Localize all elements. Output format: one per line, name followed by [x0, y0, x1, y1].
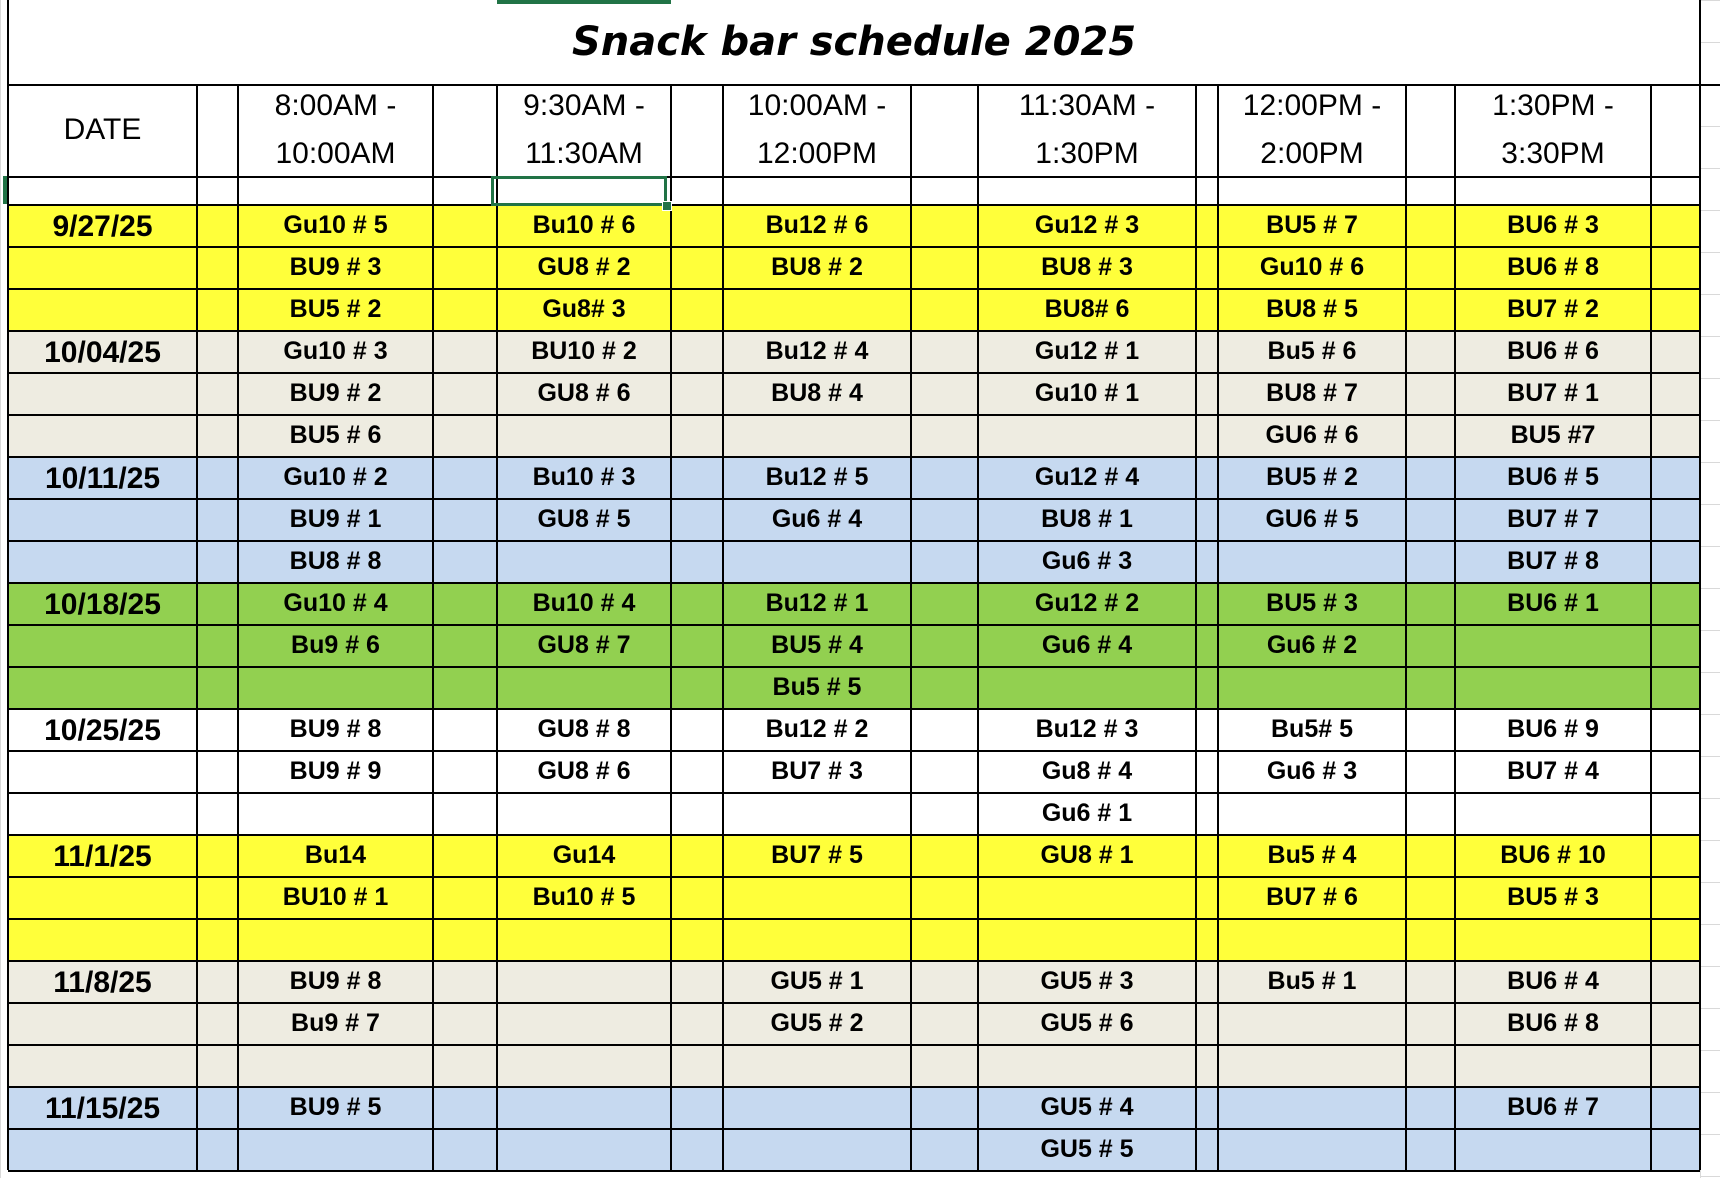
gridline — [1700, 378, 1720, 379]
schedule-cell[interactable] — [497, 1044, 671, 1086]
schedule-cell[interactable]: Gu6 # 1 — [1041, 798, 1133, 827]
schedule-cell[interactable]: Bu12 # 4 — [765, 336, 869, 365]
grid-hline — [8, 1044, 1700, 1046]
gridline — [1700, 714, 1720, 715]
schedule-cell[interactable]: BU9 # 5 — [289, 1092, 382, 1121]
schedule-cell[interactable]: BU7 # 1 — [1507, 378, 1599, 407]
schedule-cell[interactable]: GU8 # 1 — [1040, 840, 1134, 869]
schedule-cell[interactable]: GU5 # 3 — [1040, 966, 1134, 995]
schedule-cell[interactable] — [723, 1044, 911, 1086]
schedule-cell[interactable] — [978, 918, 1196, 960]
time-slot-header — [497, 84, 671, 176]
grid-hline — [8, 834, 1700, 836]
time-slot-end: 3:30PM — [1501, 137, 1605, 170]
schedule-cell[interactable]: Gu12 # 3 — [1034, 210, 1140, 239]
schedule-cell[interactable]: BU7 # 4 — [1507, 756, 1599, 785]
schedule-cell[interactable]: BU5 # 3 — [1266, 588, 1358, 617]
grid-hline — [8, 456, 1700, 458]
schedule-cell[interactable]: GU6 # 5 — [1265, 504, 1359, 533]
schedule-cell[interactable]: Gu6 # 4 — [1041, 630, 1133, 659]
grid-hline — [8, 540, 1700, 542]
schedule-cell[interactable]: Bu5 # 5 — [772, 672, 862, 701]
gridline — [1700, 252, 1720, 253]
grid-vline — [196, 84, 198, 1170]
schedule-cell[interactable]: BU9 # 8 — [289, 714, 382, 743]
schedule-cell[interactable]: Gu12 # 2 — [1034, 588, 1140, 617]
schedule-cell[interactable] — [1455, 1128, 1651, 1170]
schedule-cell[interactable]: BU6 # 10 — [1500, 840, 1606, 869]
gridline — [1700, 1092, 1720, 1093]
schedule-cell[interactable]: Gu12 # 1 — [1034, 336, 1140, 365]
schedule-cell[interactable]: Gu6 # 3 — [1266, 756, 1358, 785]
schedule-cell[interactable]: Bu5 # 1 — [1267, 966, 1357, 995]
schedule-cell[interactable] — [1218, 1128, 1406, 1170]
schedule-cell[interactable]: BU9 # 9 — [289, 756, 382, 785]
schedule-cell[interactable]: BU6 # 3 — [1507, 210, 1599, 239]
schedule-cell[interactable]: GU8 # 6 — [537, 756, 631, 785]
schedule-cell[interactable] — [497, 792, 671, 834]
schedule-cell[interactable] — [1218, 1044, 1406, 1086]
schedule-cell[interactable]: BU8 # 8 — [289, 546, 382, 575]
time-slot-start: 12:00PM - — [1242, 89, 1382, 122]
schedule-cell[interactable]: Bu14 — [304, 840, 367, 869]
sheet-title: Snack bar schedule 2025 — [571, 19, 1137, 65]
gridline — [1700, 588, 1720, 589]
date-cell[interactable]: 11/1/25 — [53, 840, 152, 873]
schedule-cell[interactable] — [238, 1044, 433, 1086]
schedule-cell[interactable]: Gu10 # 3 — [283, 336, 388, 365]
gridline — [1700, 0, 1720, 1]
schedule-cell[interactable]: Gu6 # 2 — [1266, 630, 1358, 659]
schedule-cell[interactable]: Bu12 # 1 — [765, 588, 869, 617]
schedule-cell[interactable] — [238, 1128, 433, 1170]
schedule-cell[interactable]: BU10 # 2 — [531, 336, 637, 365]
time-slot-header — [723, 84, 911, 176]
schedule-cell[interactable]: Gu6 # 3 — [1041, 546, 1133, 575]
schedule-cell[interactable]: BU6 # 1 — [1507, 588, 1599, 617]
schedule-cell[interactable] — [497, 1002, 671, 1044]
schedule-cell[interactable]: BU5 # 2 — [289, 294, 382, 323]
fill-handle[interactable] — [662, 201, 672, 211]
schedule-cell[interactable] — [723, 540, 911, 582]
schedule-cell[interactable]: BU8 # 5 — [1266, 294, 1358, 323]
grid-vline — [1699, 0, 1701, 1170]
gridline — [1700, 504, 1720, 505]
date-cell[interactable]: 11/15/25 — [44, 1092, 161, 1125]
schedule-cell[interactable]: BU8 # 1 — [1041, 504, 1133, 533]
schedule-cell[interactable]: Bu12 # 5 — [765, 462, 869, 491]
schedule-cell[interactable]: BU6 # 5 — [1507, 462, 1599, 491]
grid-hline — [8, 288, 1700, 290]
schedule-cell[interactable]: BU8 # 2 — [771, 252, 863, 281]
schedule-cell[interactable]: Gu8 # 4 — [1041, 756, 1133, 785]
grid-vline — [1454, 84, 1456, 1170]
schedule-cell[interactable] — [238, 666, 433, 708]
schedule-cell[interactable]: BU7 # 7 — [1507, 504, 1599, 533]
schedule-cell[interactable]: BU6 # 6 — [1507, 336, 1599, 365]
schedule-cell[interactable]: BU8 # 7 — [1266, 378, 1358, 407]
gridline — [1700, 966, 1720, 967]
gridline — [1700, 840, 1720, 841]
time-slot-end: 11:30AM — [525, 137, 643, 170]
time-slot-header — [1218, 84, 1406, 176]
schedule-cell[interactable] — [1218, 792, 1406, 834]
schedule-cell[interactable] — [497, 960, 671, 1002]
gridline — [1700, 924, 1720, 925]
schedule-cell[interactable]: Bu12 # 2 — [765, 714, 869, 743]
grid-hline — [8, 372, 1700, 374]
grid-hline — [8, 246, 1700, 248]
schedule-cell[interactable] — [723, 1128, 911, 1170]
grid-hline — [8, 84, 1720, 86]
gridline — [1700, 546, 1720, 547]
schedule-cell[interactable]: Gu8# 3 — [542, 294, 626, 323]
schedule-cell[interactable]: BU9 # 8 — [289, 966, 382, 995]
schedule-cell[interactable]: GU5 # 1 — [770, 966, 864, 995]
schedule-cell[interactable]: GU8 # 7 — [537, 630, 631, 659]
gridline — [0, 0, 1, 1178]
date-cell[interactable]: 10/04/25 — [44, 336, 161, 369]
active-cell-selection[interactable] — [491, 176, 667, 206]
schedule-cell[interactable]: BU5 # 6 — [289, 420, 382, 449]
schedule-cell[interactable] — [978, 876, 1196, 918]
grid-hline — [8, 918, 1700, 920]
time-slot-end: 2:00PM — [1260, 137, 1364, 170]
grid-hline — [8, 708, 1700, 710]
schedule-cell[interactable]: Gu10 # 2 — [283, 462, 388, 491]
schedule-cell[interactable] — [238, 792, 433, 834]
schedule-cell[interactable]: BU8 # 4 — [771, 378, 863, 407]
schedule-cell[interactable]: GU5 # 4 — [1040, 1092, 1134, 1121]
schedule-cell[interactable]: Bu10 # 5 — [532, 882, 636, 911]
schedule-cell[interactable]: Bu9 # 6 — [291, 630, 380, 659]
schedule-cell[interactable]: BU8 # 3 — [1041, 252, 1133, 281]
schedule-cell[interactable] — [497, 540, 671, 582]
schedule-cell[interactable] — [1218, 666, 1406, 708]
schedule-cell[interactable]: GU8 # 6 — [537, 378, 631, 407]
schedule-cell[interactable] — [1218, 918, 1406, 960]
schedule-cell[interactable]: Bu10 # 4 — [532, 588, 636, 617]
schedule-cell[interactable]: BU7 # 6 — [1266, 882, 1358, 911]
grid-hline — [8, 330, 1700, 332]
schedule-cell[interactable]: GU8 # 2 — [537, 252, 631, 281]
time-slot-start: 11:30AM - — [1018, 89, 1156, 122]
schedule-cell[interactable]: BU9 # 1 — [289, 504, 382, 533]
time-slot-end: 10:00AM — [275, 137, 396, 170]
schedule-cell[interactable] — [723, 918, 911, 960]
gridline — [1700, 882, 1720, 883]
gridline — [1700, 630, 1720, 631]
schedule-cell[interactable]: BU6 # 4 — [1507, 966, 1599, 995]
date-cell[interactable]: 11/8/25 — [53, 966, 152, 999]
schedule-cell[interactable] — [723, 876, 911, 918]
gridline — [1700, 756, 1720, 757]
schedule-cell[interactable] — [497, 1128, 671, 1170]
schedule-cell[interactable] — [1455, 1044, 1651, 1086]
schedule-cell[interactable] — [1218, 1002, 1406, 1044]
schedule-cell[interactable]: GU5 # 5 — [1040, 1134, 1134, 1163]
date-cell[interactable]: 9/27/25 — [52, 210, 153, 243]
schedule-cell[interactable] — [1455, 624, 1651, 666]
schedule-cell[interactable] — [1455, 918, 1651, 960]
grid-hline — [8, 750, 1700, 752]
schedule-cell[interactable]: Bu9 # 7 — [291, 1008, 380, 1037]
grid-vline — [910, 84, 912, 1170]
time-slot-header — [978, 84, 1196, 176]
schedule-cell[interactable]: GU8 # 8 — [537, 714, 631, 743]
gridline — [1700, 1134, 1720, 1135]
row-header-indicator — [3, 176, 7, 204]
grid-vline — [237, 84, 239, 1170]
schedule-cell[interactable]: Bu10 # 3 — [532, 462, 636, 491]
grid-hline — [8, 624, 1700, 626]
grid-hline — [8, 414, 1700, 416]
gridline — [1700, 210, 1720, 211]
schedule-cell[interactable]: Bu12 # 3 — [1035, 714, 1139, 743]
schedule-cell[interactable]: BU6 # 9 — [1507, 714, 1599, 743]
schedule-cell[interactable]: BU9 # 3 — [289, 252, 382, 281]
schedule-cell[interactable]: Bu5 # 4 — [1267, 840, 1357, 869]
schedule-cell[interactable] — [723, 288, 911, 330]
gridline — [1700, 336, 1720, 337]
gridline — [1700, 798, 1720, 799]
schedule-cell[interactable]: BU5 # 3 — [1507, 882, 1599, 911]
schedule-cell[interactable]: BU7 # 3 — [771, 756, 863, 785]
gridline — [1700, 168, 1720, 169]
gridline — [1700, 1176, 1720, 1177]
grid-hline — [8, 666, 1700, 668]
time-slot-start: 8:00AM - — [274, 89, 397, 122]
schedule-cell[interactable] — [1455, 666, 1651, 708]
grid-vline — [1195, 84, 1197, 1170]
schedule-cell[interactable]: Gu10 # 6 — [1259, 252, 1365, 281]
schedule-cell[interactable]: Gu12 # 4 — [1034, 462, 1140, 491]
grid-vline — [1217, 84, 1219, 1170]
time-slot-header — [238, 84, 433, 176]
grid-hline — [8, 1170, 1700, 1172]
schedule-cell[interactable] — [978, 1044, 1196, 1086]
schedule-cell[interactable] — [497, 414, 671, 456]
time-slot-end: 12:00PM — [756, 137, 878, 170]
schedule-cell[interactable] — [1455, 792, 1651, 834]
gridline — [1700, 42, 1720, 43]
gridline — [1700, 1008, 1720, 1009]
schedule-cell[interactable] — [1218, 540, 1406, 582]
grid-vline — [722, 84, 724, 1170]
date-cell[interactable]: 10/25/25 — [44, 714, 161, 747]
grid-hline — [8, 498, 1700, 500]
time-slot-header — [1455, 84, 1651, 176]
grid-hline — [8, 204, 1700, 206]
grid-hline — [8, 1002, 1700, 1004]
schedule-cell[interactable]: Gu14 — [552, 840, 616, 869]
schedule-cell[interactable] — [497, 918, 671, 960]
time-slot-end: 1:30PM — [1035, 137, 1139, 170]
grid-hline — [8, 1086, 1700, 1088]
schedule-cell[interactable] — [497, 1086, 671, 1128]
gridline — [1700, 1050, 1720, 1051]
schedule-cell[interactable]: BU7 # 5 — [771, 840, 863, 869]
schedule-cell[interactable]: BU9 # 2 — [289, 378, 382, 407]
schedule-cell[interactable]: Gu10 # 5 — [283, 210, 388, 239]
schedule-cell[interactable]: Gu10 # 4 — [283, 588, 388, 617]
schedule-cell[interactable] — [497, 666, 671, 708]
grid-vline — [496, 84, 498, 1170]
schedule-cell[interactable] — [723, 1086, 911, 1128]
schedule-cell[interactable]: BU10 # 1 — [282, 882, 389, 911]
schedule-cell[interactable]: BU6 # 8 — [1507, 1008, 1599, 1037]
schedule-cell[interactable]: Bu12 # 6 — [765, 210, 869, 239]
grid-vline — [1650, 84, 1652, 1170]
date-cell[interactable]: 10/18/25 — [44, 588, 161, 621]
schedule-cell[interactable]: GU8 # 5 — [537, 504, 631, 533]
schedule-cell[interactable]: GU5 # 2 — [770, 1008, 864, 1037]
schedule-cell[interactable] — [978, 666, 1196, 708]
schedule-cell[interactable]: Bu5# 5 — [1271, 714, 1353, 743]
schedule-cell[interactable] — [723, 792, 911, 834]
schedule-cell[interactable]: BU6 # 7 — [1507, 1092, 1599, 1121]
schedule-cell[interactable] — [723, 414, 911, 456]
date-cell[interactable]: 10/11/25 — [44, 462, 161, 495]
grid-vline — [432, 84, 434, 1170]
grid-vline — [1405, 84, 1407, 1170]
schedule-cell[interactable]: BU5 #7 — [1510, 420, 1596, 449]
schedule-cell[interactable]: Bu10 # 6 — [532, 210, 636, 239]
schedule-cell[interactable]: BU6 # 8 — [1507, 252, 1599, 281]
schedule-cell[interactable]: Gu6 # 4 — [771, 504, 863, 533]
schedule-cell[interactable]: BU8# 6 — [1044, 294, 1130, 323]
schedule-cell[interactable]: Bu5 # 6 — [1267, 336, 1357, 365]
schedule-cell[interactable]: BU5 # 2 — [1266, 462, 1358, 491]
grid-vline — [977, 84, 979, 1170]
grid-vline — [7, 0, 9, 1170]
gridline — [1700, 672, 1720, 673]
time-slot-start: 9:30AM - — [523, 89, 645, 122]
time-slot-start: 1:30PM - — [1492, 89, 1614, 122]
grid-vline — [670, 84, 672, 1170]
gridline — [1700, 126, 1720, 127]
gridline — [1700, 294, 1720, 295]
gridline — [1700, 420, 1720, 421]
schedule-cell[interactable]: GU6 # 6 — [1265, 420, 1359, 449]
schedule-cell[interactable] — [978, 414, 1196, 456]
grid-hline — [8, 960, 1700, 962]
grid-hline — [8, 792, 1700, 794]
schedule-cell[interactable]: BU7 # 8 — [1507, 546, 1599, 575]
grid-hline — [8, 176, 1700, 178]
time-slot-start: 10:00AM - — [747, 89, 887, 122]
schedule-cell[interactable]: Gu10 # 1 — [1034, 378, 1140, 407]
schedule-cell[interactable]: BU5 # 4 — [771, 630, 863, 659]
date-column-header: DATE — [63, 113, 142, 146]
gridline — [1700, 462, 1720, 463]
schedule-cell[interactable]: GU5 # 6 — [1040, 1008, 1134, 1037]
schedule-cell[interactable] — [238, 918, 433, 960]
schedule-cell[interactable] — [1218, 1086, 1406, 1128]
schedule-cell[interactable]: BU5 # 7 — [1266, 210, 1358, 239]
schedule-cell[interactable]: BU7 # 2 — [1507, 294, 1599, 323]
grid-hline — [8, 582, 1700, 584]
grid-hline — [8, 1128, 1700, 1130]
grid-hline — [8, 876, 1700, 878]
